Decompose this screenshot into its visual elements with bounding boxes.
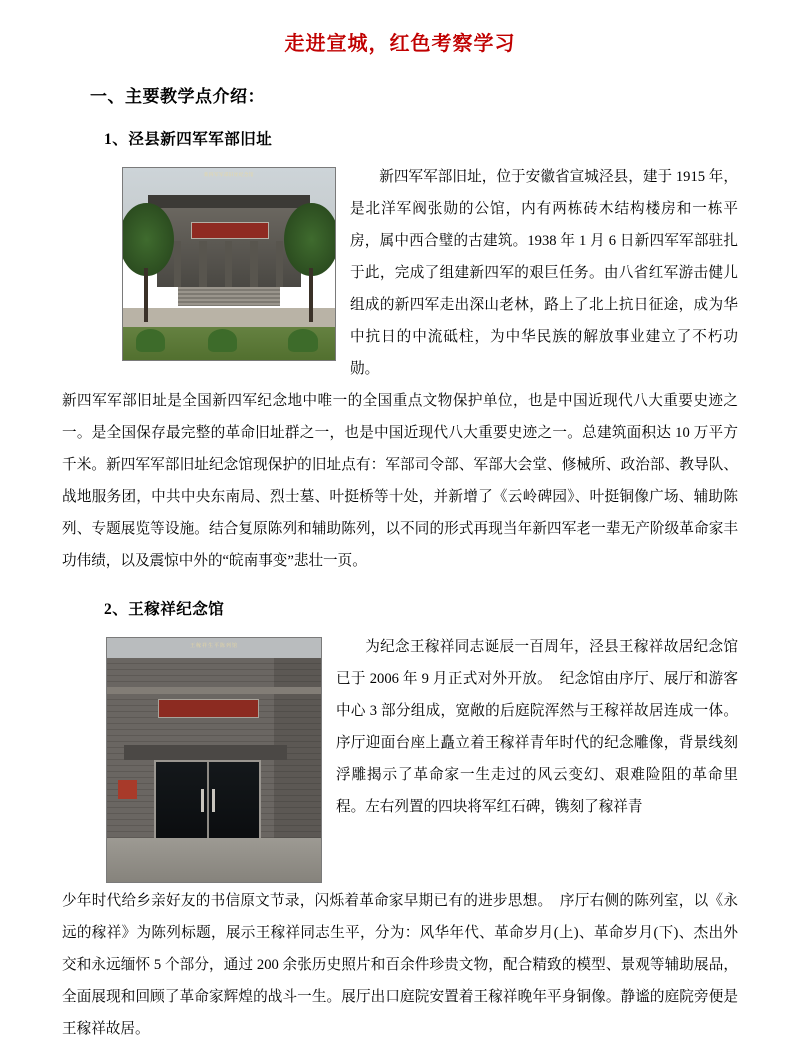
paragraph-2-wrapped: 为纪念王稼祥同志诞辰一百周年，泾县王稼祥故居纪念馆已于 2006 年 9 月正式对外开放。 纪念馆由序厅、展厅和游客中心 3 部分组成，宽敞的后庭院浑然与王稼祥故居连成一体。序厅迎面台座上矗立着王稼祥青年时代的纪念雕像，背景线刻浮雕揭示了革命家一生走过的风云变幻、艰难险阻的革命里程。左右列置的四块将军红石碑，镌刻了稼祥青 xyxy=(336,639,738,815)
subsection-heading-2: 2、王稼祥纪念馆 xyxy=(104,601,225,618)
subsection-body-1 xyxy=(62,161,738,385)
section-heading: 一、主要教学点介绍： xyxy=(90,87,265,106)
paragraph-1-wrapped: 新四军军部旧址，位于安徽省宣城泾县，建于 1915 年，是北洋军阀张勋的公馆，内有两栋砖木结构楼房和一栋平房，属中西合璧的古建筑。1938 年 1 月 6 日新四军军部驻扎于此，完成了组建新四军的艰巨任务。由八省红军游击健儿组成的新四军走出深山老林，路上了北上抗日征途，成为华中抗日的中流砥柱，为中华民族的解放事业建立了不朽功勋。 xyxy=(350,169,738,377)
paragraph-1-full: 新四军军部旧址是全国新四军纪念地中唯一的全国重点文物保护单位，也是中国近现代八大重要史迹之一。是全国保存最完整的革命旧址群之一，也是中国近现代八大重要史迹之一。总建筑面积达 10 万平方千米。新四军军部旧址纪念馆现保护的旧址点有：军部司令部、军部大会堂、修械所、政治部、教导队、战地服务团，中共中央东南局、烈士墓、叶挺桥等十处，并新增了《云岭碑园》、叶挺铜像广场、辅助陈列、专题展览等设施。结合复原陈列和辅助陈列，以不同的形式再现当年新四军老一辈无产阶级革命家丰功伟绩，以及震惊中外的“皖南事变”悲壮一页。 xyxy=(62,393,738,569)
xinsijun-headquarters-photo xyxy=(122,167,336,361)
subsection-body-2 xyxy=(62,631,738,885)
photo-sign-text-2: 王稼祥生平陈列馆 xyxy=(189,643,238,649)
page-title: 走进宣城，红色考察学习 xyxy=(284,33,516,55)
subsection-heading-1: 1、泾县新四军军部旧址 xyxy=(104,131,273,148)
document-page xyxy=(0,30,800,1037)
wang-jiaxiang-memorial-photo xyxy=(106,637,322,883)
paragraph-2-full: 少年时代给乡亲好友的书信原文节录，闪烁着革命家早期已有的进步思想。 序厅右侧的陈列室，以《永远的稼祥》为陈列标题，展示王稼祥同志生平，分为：风华年代、革命岁月(上)、革命岁月(下)、杰出外交和永远缅怀 5 个部分，通过 200 余张历史照片和百余件珍贵文物，配合精致的模型、景观等辅助展品，全面展现和回顾了革命家辉煌的战斗一生。展厅出口庭院安置着王稼祥晚年平身铜像。静谧的庭院旁便是王稼祥故居。 xyxy=(62,893,738,1037)
photo-sign-text-1: 新四军军部旧址纪念馆 xyxy=(204,172,254,177)
